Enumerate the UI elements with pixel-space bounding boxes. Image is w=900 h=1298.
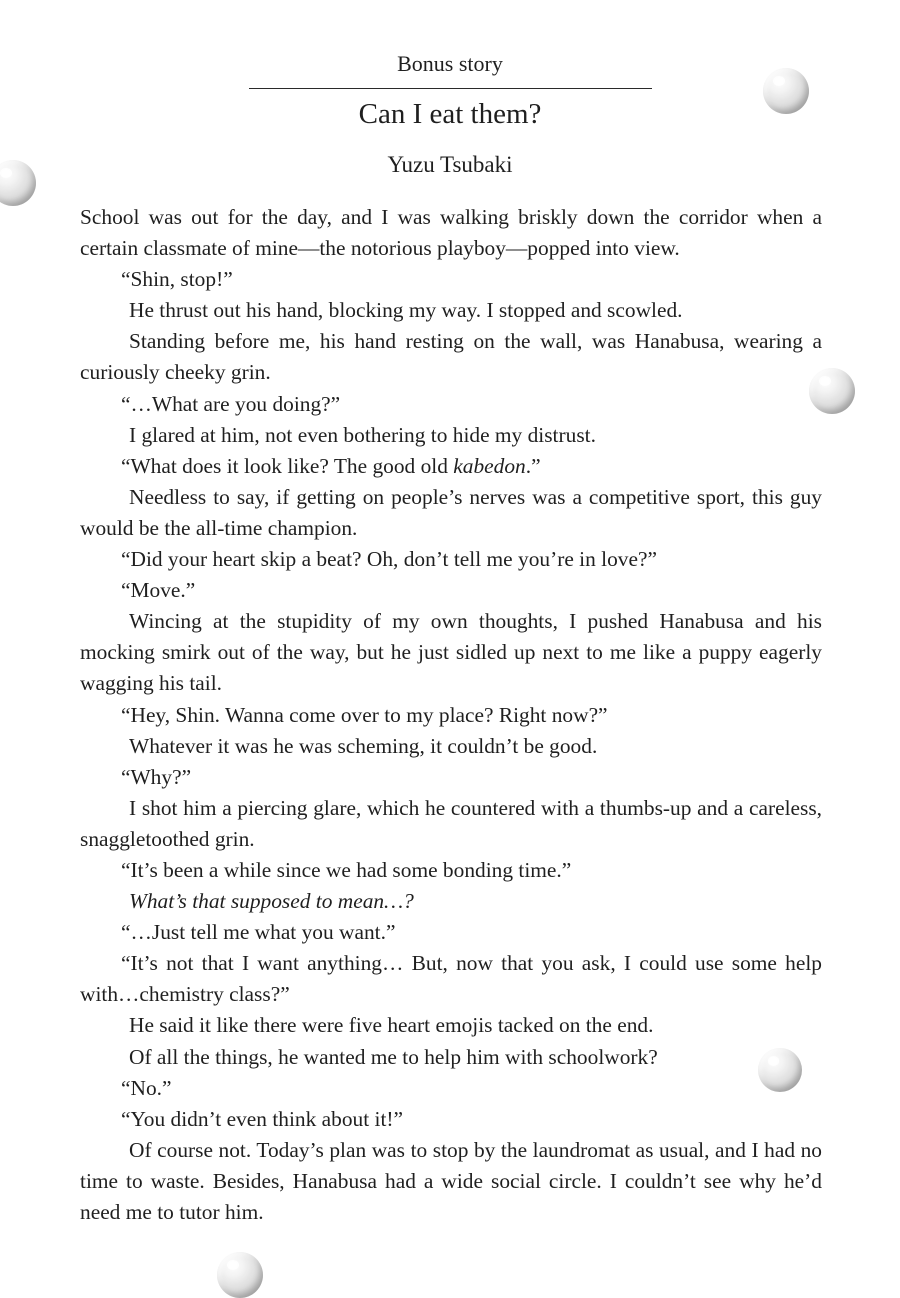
story-paragraph: “Shin, stop!” <box>121 267 233 292</box>
story-paragraph: “…What are you doing?” <box>121 391 341 416</box>
story-paragraph: “…Just tell me what you want.” <box>121 920 396 945</box>
dialogue-text: .” <box>525 453 541 478</box>
water-droplet-icon <box>758 1048 802 1092</box>
story-paragraph: “Did your heart skip a beat? Oh, don’t tell me you’re in love?” <box>121 547 657 572</box>
story-paragraph: “Move.” <box>121 578 196 603</box>
title-divider <box>249 88 652 89</box>
story-paragraph: School was out for the day, and I was walking briskly down the corridor when a certain classmate of mine—the notorious playboy—popped into view. <box>80 205 822 261</box>
story-paragraph: I shot him a piercing glare, which he countered with a thumbs-up and a careless, snaggletoothed grin. <box>80 795 822 851</box>
story-title: Can I eat them? <box>358 98 542 130</box>
water-droplet-icon <box>763 68 809 114</box>
story-paragraph: Of course not. Today’s plan was to stop by the laundromat as usual, and I had no time to waste. Besides, Hanabusa had a wide social circle. I couldn’t see why he’d need me to tutor him. <box>80 1137 822 1224</box>
water-droplet-icon <box>809 368 855 414</box>
story-paragraph: “Why?” <box>121 764 192 789</box>
water-droplet-icon <box>217 1252 263 1298</box>
story-paragraph: Whatever it was he was scheming, it couldn’t be good. <box>129 733 598 758</box>
story-author: Yuzu Tsubaki <box>387 152 513 177</box>
story-paragraph: “Hey, Shin. Wanna come over to my place? Right now?” <box>121 702 608 727</box>
story-paragraph: “You didn’t even think about it!” <box>121 1106 404 1131</box>
dialogue-text: “What does it look like? The good old <box>121 453 454 478</box>
story-paragraph: I glared at him, not even bothering to hide my distrust. <box>129 422 596 447</box>
story-paragraph: “It’s been a while since we had some bonding time.” <box>121 857 572 882</box>
story-paragraph: He thrust out his hand, blocking my way. I stopped and scowled. <box>129 298 683 323</box>
story-paragraph <box>80 886 822 917</box>
inner-thought: What’s that supposed to mean…? <box>129 889 414 914</box>
story-paragraph: “It’s not that I want anything… But, now that you ask, I could use some help with…chemistry class?” <box>80 951 822 1007</box>
story-paragraph: He said it like there were five heart emojis tacked on the end. <box>129 1013 654 1038</box>
story-body <box>80 202 822 1228</box>
story-paragraph <box>80 451 822 482</box>
story-paragraph: “No.” <box>121 1075 172 1100</box>
italic-term: kabedon <box>453 453 526 478</box>
story-paragraph: Needless to say, if getting on people’s nerves was a competitive sport, this guy would be the all-time champion. <box>80 484 822 540</box>
story-paragraph: Of all the things, he wanted me to help him with schoolwork? <box>129 1044 658 1069</box>
story-paragraph: Standing before me, his hand resting on the wall, was Hanabusa, wearing a curiously cheeky grin. <box>80 329 822 385</box>
section-label: Bonus story <box>397 51 503 76</box>
story-paragraph: Wincing at the stupidity of my own thoughts, I pushed Hanabusa and his mocking smirk out of the way, but he just sidled up next to me like a puppy eagerly wagging his tail. <box>80 609 822 696</box>
